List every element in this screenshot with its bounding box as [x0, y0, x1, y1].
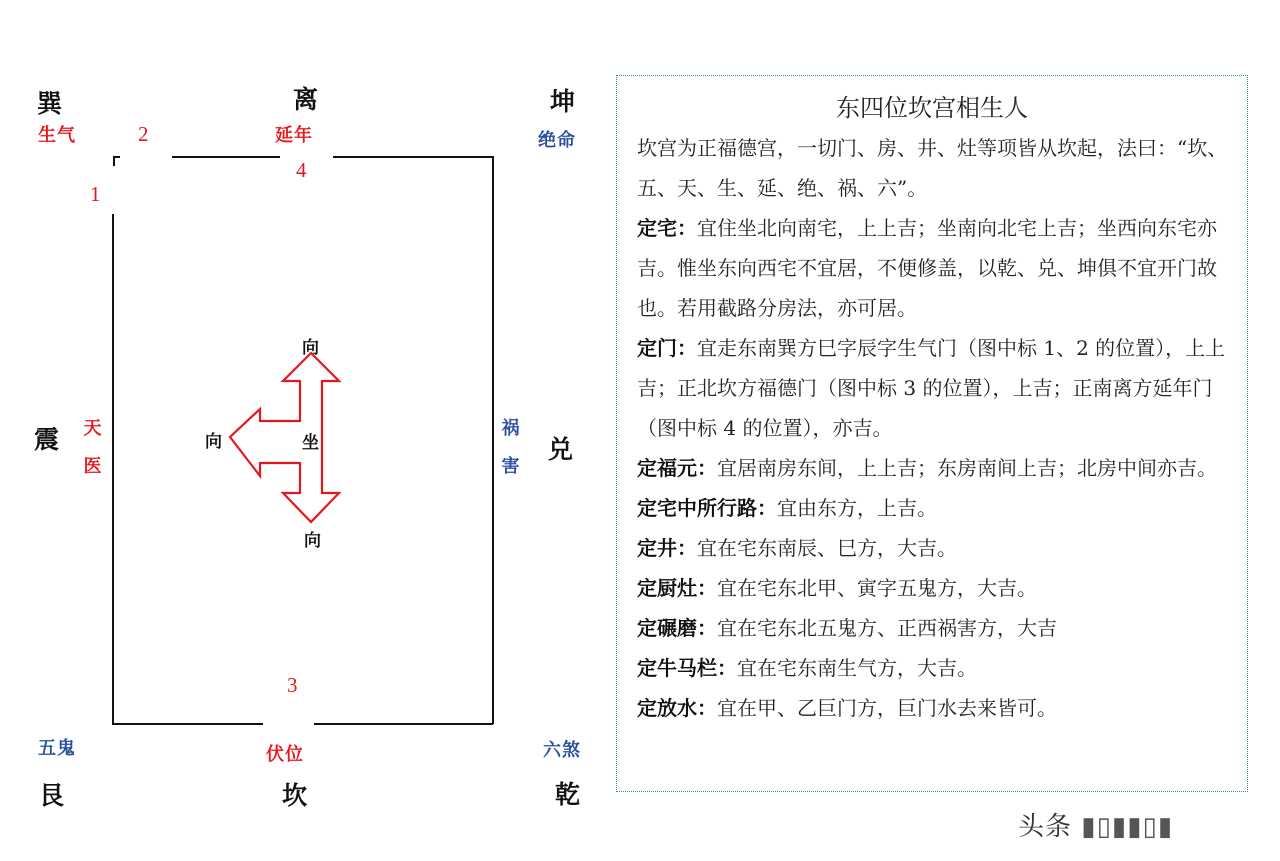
item-dingniumalan	[637, 648, 1231, 688]
item-label: 定福元：	[637, 456, 717, 480]
item-text: 宜在宅东北甲、寅字五鬼方，大吉。	[717, 576, 1037, 600]
item-text: 宜在宅东南生气方，大吉。	[737, 656, 977, 680]
star-huohai	[500, 410, 522, 486]
watermark-bars: ▮▯▮▮▯▮	[1081, 812, 1174, 842]
panel-title: 东四位坎宫相生人	[836, 94, 1028, 122]
door-number-2: 2	[138, 122, 149, 146]
trigram-kun: 坤	[550, 87, 576, 116]
direction-arrow	[230, 353, 339, 522]
item-dingjing	[637, 528, 1231, 568]
star-jueming: 绝命	[538, 130, 576, 151]
star-shengqi: 生气	[38, 125, 76, 146]
item-text: 宜在宅东南辰、巳方，大吉。	[697, 536, 957, 560]
trigram-dui: 兑	[548, 435, 574, 464]
arrow-label-xiang-left: 向	[205, 432, 222, 452]
item-text: 宜住坐北向南宅，上上吉；坐南向北宅上吉；坐西向东宅亦吉。惟坐东向西宅不宜居，不便修盖，以乾、兑、坤俱不宜开门故也。若用截路分房法，亦可居。	[637, 216, 1217, 320]
trigram-li: 离	[293, 85, 319, 114]
item-dingzhai	[637, 208, 1231, 328]
item-label: 定厨灶：	[637, 576, 717, 600]
wall-top-far-right	[333, 157, 493, 724]
panel-body	[637, 128, 1231, 728]
item-dingzhaizhongsuoxinglu	[637, 488, 1231, 528]
door-number-1: 1	[90, 182, 101, 206]
item-label: 定牛马栏：	[637, 656, 737, 680]
item-label: 定门：	[637, 336, 697, 360]
arrow-label-zuo: 坐	[302, 433, 319, 453]
item-dingfangshui	[637, 688, 1231, 728]
item-text: 宜走东南巽方巳字辰字生气门（图中标 1、2 的位置），上上吉；正北坎方福德门（图中标 3 的位置），上吉；正南离方延年门（图中标 4 的位置），亦吉。	[637, 336, 1226, 440]
star-huohai-char-2: 害	[501, 456, 521, 477]
item-text: 宜在宅东北五鬼方、正西祸害方，大吉	[717, 616, 1057, 640]
arrow-label-xiang-bottom: 向	[304, 531, 321, 551]
text-panel	[616, 75, 1248, 792]
watermark-text: 头条	[1018, 812, 1073, 842]
item-label: 定宅：	[637, 216, 697, 240]
panel-intro: 坎宫为正福德宫，一切门、房、井、灶等项皆从坎起，法曰：“坎、五、天、生、延、绝、祸、六”。	[637, 136, 1228, 200]
item-label: 定井：	[637, 536, 697, 560]
arrow-label-xiang-top: 向	[302, 338, 319, 358]
item-dingfuyuan	[637, 448, 1231, 488]
star-tianyi	[82, 410, 104, 486]
door-number-4: 4	[296, 158, 307, 182]
item-text: 宜由东方，上吉。	[777, 496, 937, 520]
trigram-zhen: 震	[34, 425, 60, 454]
star-fuwei: 伏位	[266, 744, 304, 765]
trigram-gen: 艮	[39, 781, 65, 810]
item-dingchuzao	[637, 568, 1231, 608]
star-yannian: 延年	[275, 125, 313, 146]
wall-top-left-stub	[114, 157, 120, 166]
star-wugui: 五鬼	[38, 738, 76, 759]
door-number-3: 3	[287, 673, 298, 697]
star-liusha: 六煞	[543, 740, 581, 761]
item-text: 宜居南房东间，上上吉；东房南间上吉；北房中间亦吉。	[717, 456, 1217, 480]
trigram-qian: 乾	[555, 780, 581, 809]
item-label: 定碾磨：	[637, 616, 717, 640]
item-dingmen	[637, 328, 1231, 448]
item-label: 定放水：	[637, 696, 717, 720]
item-text: 宜在甲、乙巨门方，巨门水去来皆可。	[717, 696, 1057, 720]
wall-left	[113, 214, 263, 724]
watermark-logo	[1018, 806, 1173, 843]
trigram-kan: 坎	[282, 781, 308, 810]
trigram-xun: 巽	[37, 89, 63, 118]
star-huohai-char-1: 祸	[501, 418, 521, 439]
item-dingnianmo	[637, 608, 1231, 648]
item-label: 定宅中所行路：	[637, 496, 777, 520]
star-tianyi-char-2: 医	[83, 456, 103, 477]
star-tianyi-char-1: 天	[83, 418, 103, 439]
